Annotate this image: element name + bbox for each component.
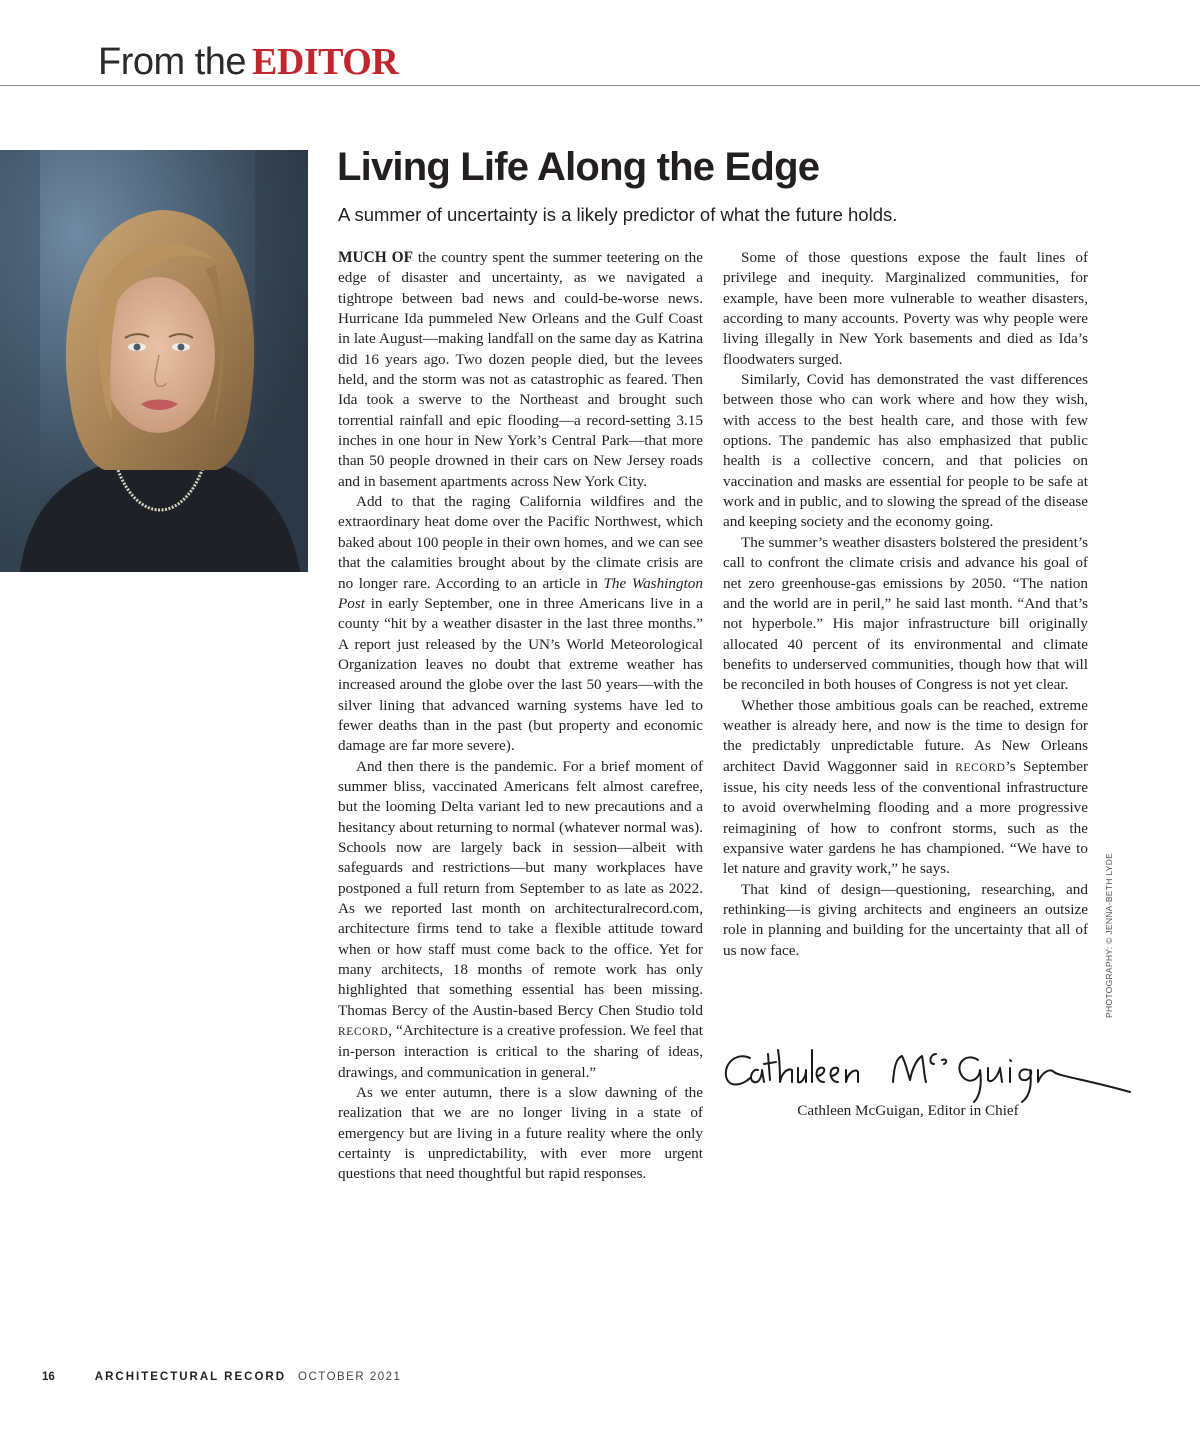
- publication-name: The Washington Post: [338, 574, 703, 612]
- article-paragraph: That kind of design—questioning, researching, and rethinking—is giving architects and engineers an outsize role in planning and building for the uncertainty that all of us now face.: [723, 880, 1088, 959]
- photo-credit: PHOTOGRAPHY: © JENNA-BETH LYDE: [1104, 852, 1114, 1018]
- signature-name-title: Cathleen McGuigan, Editor in Chief: [797, 1102, 1019, 1119]
- record-smallcaps: RECORD: [338, 1026, 389, 1039]
- article-paragraph: As we enter autumn, there is a slow dawning of the realization that we are no longer living in a state of emergency but are living in a future reality where the only certainty is unpredictability, with ever more urgent questions that need thoughtful but rapid responses.: [338, 1084, 703, 1183]
- handwritten-signature: [718, 1040, 1138, 1110]
- header-divider: [0, 85, 1200, 86]
- lead-in: MUCH OF: [338, 249, 413, 266]
- section-header: [98, 40, 398, 84]
- page-footer: [42, 1371, 401, 1383]
- article-column-left: [338, 248, 703, 1185]
- page-number: 16: [42, 1371, 55, 1383]
- issue-date: OCTOBER 2021: [298, 1371, 402, 1383]
- article-column-right: [723, 248, 1088, 961]
- editor-portrait-photo: [0, 150, 308, 572]
- article-paragraph: Similarly, Covid has demonstrated the vast differences between those who can work where and how they wish, with access to the best health care, and those with few options. The pandemic has also emphasized that public health is a collective concern, and that policies on vaccination and masks are essential for people to be safe at work and in public, and to slowing the spread of the disease and keeping society and the economy going.: [723, 371, 1088, 531]
- article-title: Living Life Along the Edge: [337, 145, 820, 189]
- section-prefix: From the: [98, 41, 247, 83]
- portrait-illustration: [0, 150, 308, 572]
- article-paragraph: Add to that the raging California wildfires and the extraordinary heat dome over the Pacific Northwest, which baked about 100 people in their own homes, and we can see that the calamities brought about by the climate crisis are no longer rare. According to an article in The Washington Post in early September, one in three Americans live in a county “hit by a weather disaster in the last three months.” A report just released by the UN’s World Meteorological Organization leaves no doubt that extreme weather has increased around the globe over the last 50 years—with the silver lining that advanced warning systems have led to fewer deaths than in the past (but property and economic damage are far more severe).: [338, 493, 703, 755]
- article-paragraph: MUCH OF the country spent the summer teetering on the edge of disaster and uncertainty, as we navigated a tightrope between bad news and could-be-worse news. Hurricane Ida pummeled New Orleans and the Gulf Coast in late August—making landfall on the same day as Katrina did 16 years ago. Two dozen people died, but the levees held, and the storm was not as catastrophic as feared. Then Ida took a swerve to the Northeast and brought such torrential rainfall and epic flooding—a record-setting 3.15 inches in one hour in New York’s Central Park—that more than 50 people drowned in their cars on New Jersey roads and in basement apartments across New York City.: [338, 249, 703, 490]
- section-name: EDITOR: [252, 41, 399, 83]
- magazine-name: ARCHITECTURAL RECORD: [94, 1371, 286, 1383]
- record-smallcaps: RECORD: [955, 761, 1006, 774]
- article-paragraph: Some of those questions expose the fault lines of privilege and inequity. Marginalized communities, for example, have been more vulnerable to weather disasters, according to many accounts. Poverty was why people were living illegally in New York basements and died as Ida’s floodwaters surged.: [723, 249, 1088, 368]
- article-paragraph: Whether those ambitious goals can be reached, extreme weather is already here, and now is the time to design for the predictably unpredictable future. As New Orleans architect David Waggonner said in RECORD’s September issue, his city needs less of the conventional infrastructure to avoid overwhelming flooding and a more progressive reimagining of how to confront storms, such as the expansive water gardens he has championed. “We have to let nature and gravity work,” he says.: [723, 696, 1089, 878]
- article-subtitle: A summer of uncertainty is a likely predictor of what the future holds.: [338, 204, 898, 225]
- article-paragraph: And then there is the pandemic. For a brief moment of summer bliss, vaccinated Americans felt almost carefree, but the looming Delta variant led to new precautions and a hesitancy about returning to normal (whatever normal was). Schools now are largely back in session—albeit with safeguards and restrictions—but many workplaces have postponed a full return from September to as late as 2022. As we reported last month on architecturalrecord.com, architecture firms tend to take a flexible attitude toward when or how staff must come back to the office. Yet for many architects, 18 months of remote work has only highlighted that something essential has been missing. Thomas Bercy of the Austin-based Bercy Chen Studio told RECORD, “Architecture is a creative profession. We feel that in-person interaction is critical to the sharing of ideas, drawings, and communication in general.”: [338, 757, 703, 1081]
- article-paragraph: The summer’s weather disasters bolstered the president’s call to confront the climate crisis and advance his goal of net zero greenhouse-gas emissions by 2050. “The nation and the world are in peril,” he said last month. “And that’s not hyperbole.” His major infrastructure bill originally allocated 40 percent of its environmental and climate benefits to underserved communities, though how that will be reconciled in both houses of Congress is not yet clear.: [723, 533, 1088, 694]
